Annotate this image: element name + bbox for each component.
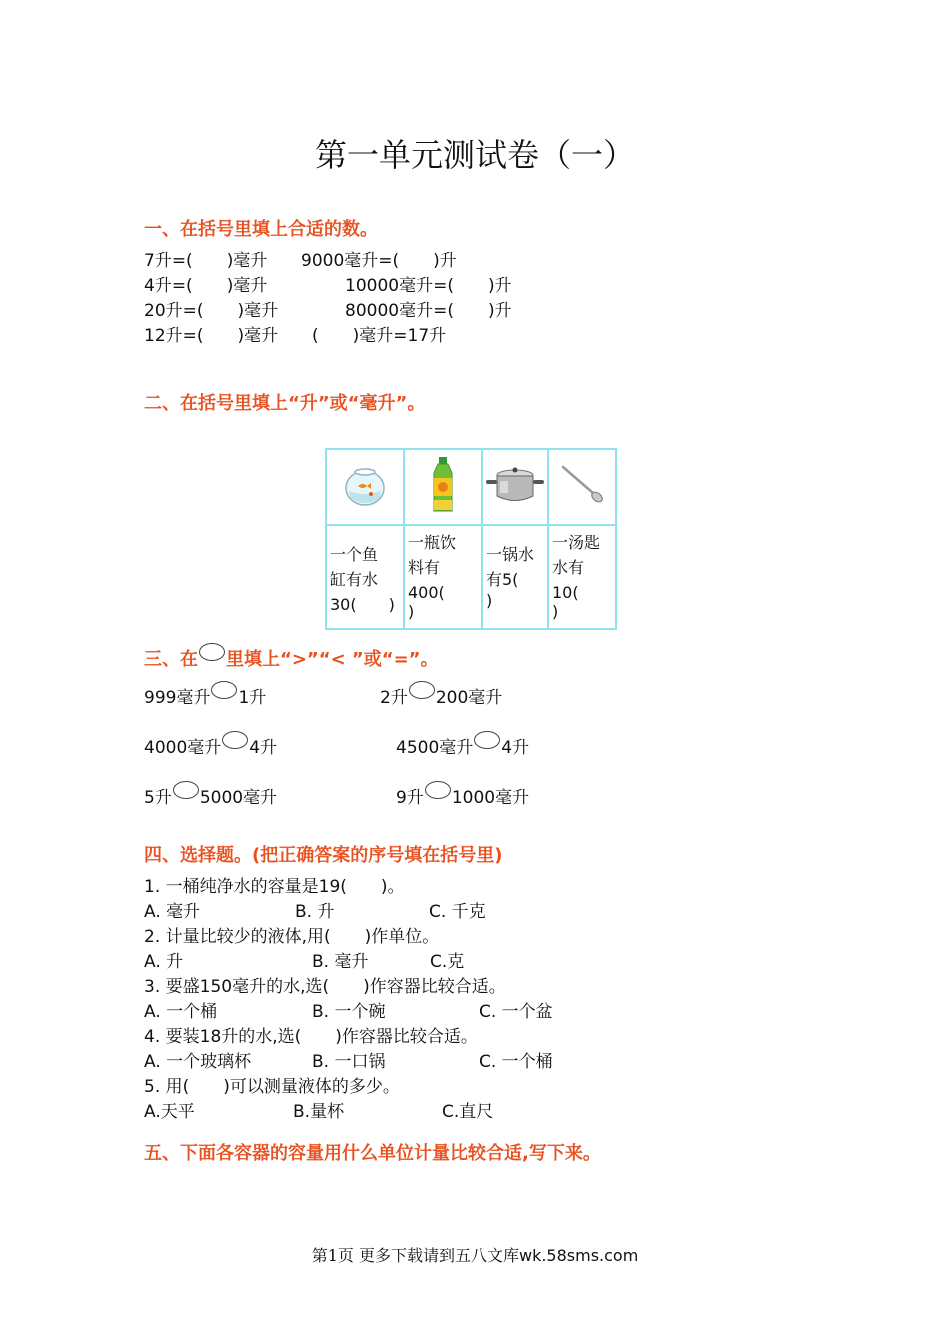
section-4-heading: 四、选择题。(把正确答案的序号填在括号里) xyxy=(144,845,503,866)
compare-circle-icon[interactable] xyxy=(211,681,237,699)
fill-row: 20升=( )毫升 xyxy=(144,301,279,321)
spoon-cell xyxy=(548,449,616,525)
section-5-heading: 五、下面各容器的容量用什么单位计量比较合适,写下来。 xyxy=(144,1143,601,1164)
option: B.量杯 xyxy=(293,1102,345,1122)
fish-bowl-text: 一个鱼 缸有水 30( ) xyxy=(326,525,404,629)
compare-circle-icon[interactable] xyxy=(173,781,199,799)
page-title: 第一单元测试卷（一） xyxy=(314,136,635,174)
option: C.直尺 xyxy=(442,1102,494,1122)
footer-link[interactable]: wk.58sms.com xyxy=(518,1246,639,1265)
option: A. 升 xyxy=(144,952,184,972)
compare-circle-icon xyxy=(199,643,225,661)
compare-circle-icon[interactable] xyxy=(425,781,451,799)
fill-row: 4升=( )毫升 xyxy=(144,276,268,296)
pot-cell xyxy=(482,449,548,525)
option: A. 毫升 xyxy=(144,902,201,922)
spoon-icon xyxy=(557,463,607,507)
spoon-text: 一汤匙 水有 10( ) xyxy=(548,525,616,629)
option: B. 毫升 xyxy=(312,952,369,972)
option: A. 一个玻璃杯 xyxy=(144,1052,252,1072)
compare-circle-icon[interactable] xyxy=(474,731,500,749)
option: B. 升 xyxy=(295,902,335,922)
option: B. 一口锅 xyxy=(312,1052,386,1072)
option: B. 一个碗 xyxy=(312,1002,386,1022)
compare-item: 2升 200毫升 xyxy=(380,681,502,710)
compare-item: 5升 5000毫升 xyxy=(144,781,277,810)
fish-bowl-cell xyxy=(326,449,404,525)
option: C. 一个桶 xyxy=(479,1052,553,1072)
section-1-heading: 一、在括号里填上合适的数。 xyxy=(144,219,378,240)
option: C. 千克 xyxy=(429,902,486,922)
option: C. 一个盆 xyxy=(479,1002,553,1022)
question: 1. 一桶纯净水的容量是19( )。 xyxy=(144,877,405,897)
drink-bottle-icon xyxy=(428,456,458,514)
compare-item: 4500毫升 4升 xyxy=(396,731,529,760)
drink-text: 一瓶饮 料有 400( ) xyxy=(404,525,482,629)
compare-item: 999毫升 1升 xyxy=(144,681,266,710)
page-footer: 第1页 更多下载请到五八文库wk.58sms.com xyxy=(311,1246,639,1265)
fill-row: 12升=( )毫升 xyxy=(144,326,279,346)
section-3-heading: 三、在 里填上“>”“< ”或“=”。 xyxy=(144,643,439,671)
fill-row: ( )毫升=17升 xyxy=(312,326,447,346)
pot-text: 一锅水 有5( ) xyxy=(482,525,548,629)
compare-circle-icon[interactable] xyxy=(409,681,435,699)
question: 4. 要装18升的水,选( )作容器比较合适。 xyxy=(144,1027,478,1047)
fill-row: 10000毫升=( )升 xyxy=(345,276,512,296)
drink-cell xyxy=(404,449,482,525)
compare-item: 4000毫升 4升 xyxy=(144,731,277,760)
fill-row: 80000毫升=( )升 xyxy=(345,301,512,321)
question: 2. 计量比较少的液体,用( )作单位。 xyxy=(144,927,440,947)
cooking-pot-icon xyxy=(484,465,546,505)
container-table xyxy=(325,448,617,630)
compare-item: 9升 1000毫升 xyxy=(396,781,529,810)
option: A. 一个桶 xyxy=(144,1002,218,1022)
option: A.天平 xyxy=(144,1102,195,1122)
section-2-heading: 二、在括号里填上“升”或“毫升”。 xyxy=(144,393,426,414)
option: C.克 xyxy=(430,952,465,972)
fish-bowl-icon xyxy=(341,461,389,509)
fill-row: 9000毫升=( )升 xyxy=(301,251,457,271)
question: 3. 要盛150毫升的水,选( )作容器比较合适。 xyxy=(144,977,506,997)
compare-circle-icon[interactable] xyxy=(222,731,248,749)
question: 5. 用( )可以测量液体的多少。 xyxy=(144,1077,400,1097)
fill-row: 7升=( )毫升 xyxy=(144,251,268,271)
